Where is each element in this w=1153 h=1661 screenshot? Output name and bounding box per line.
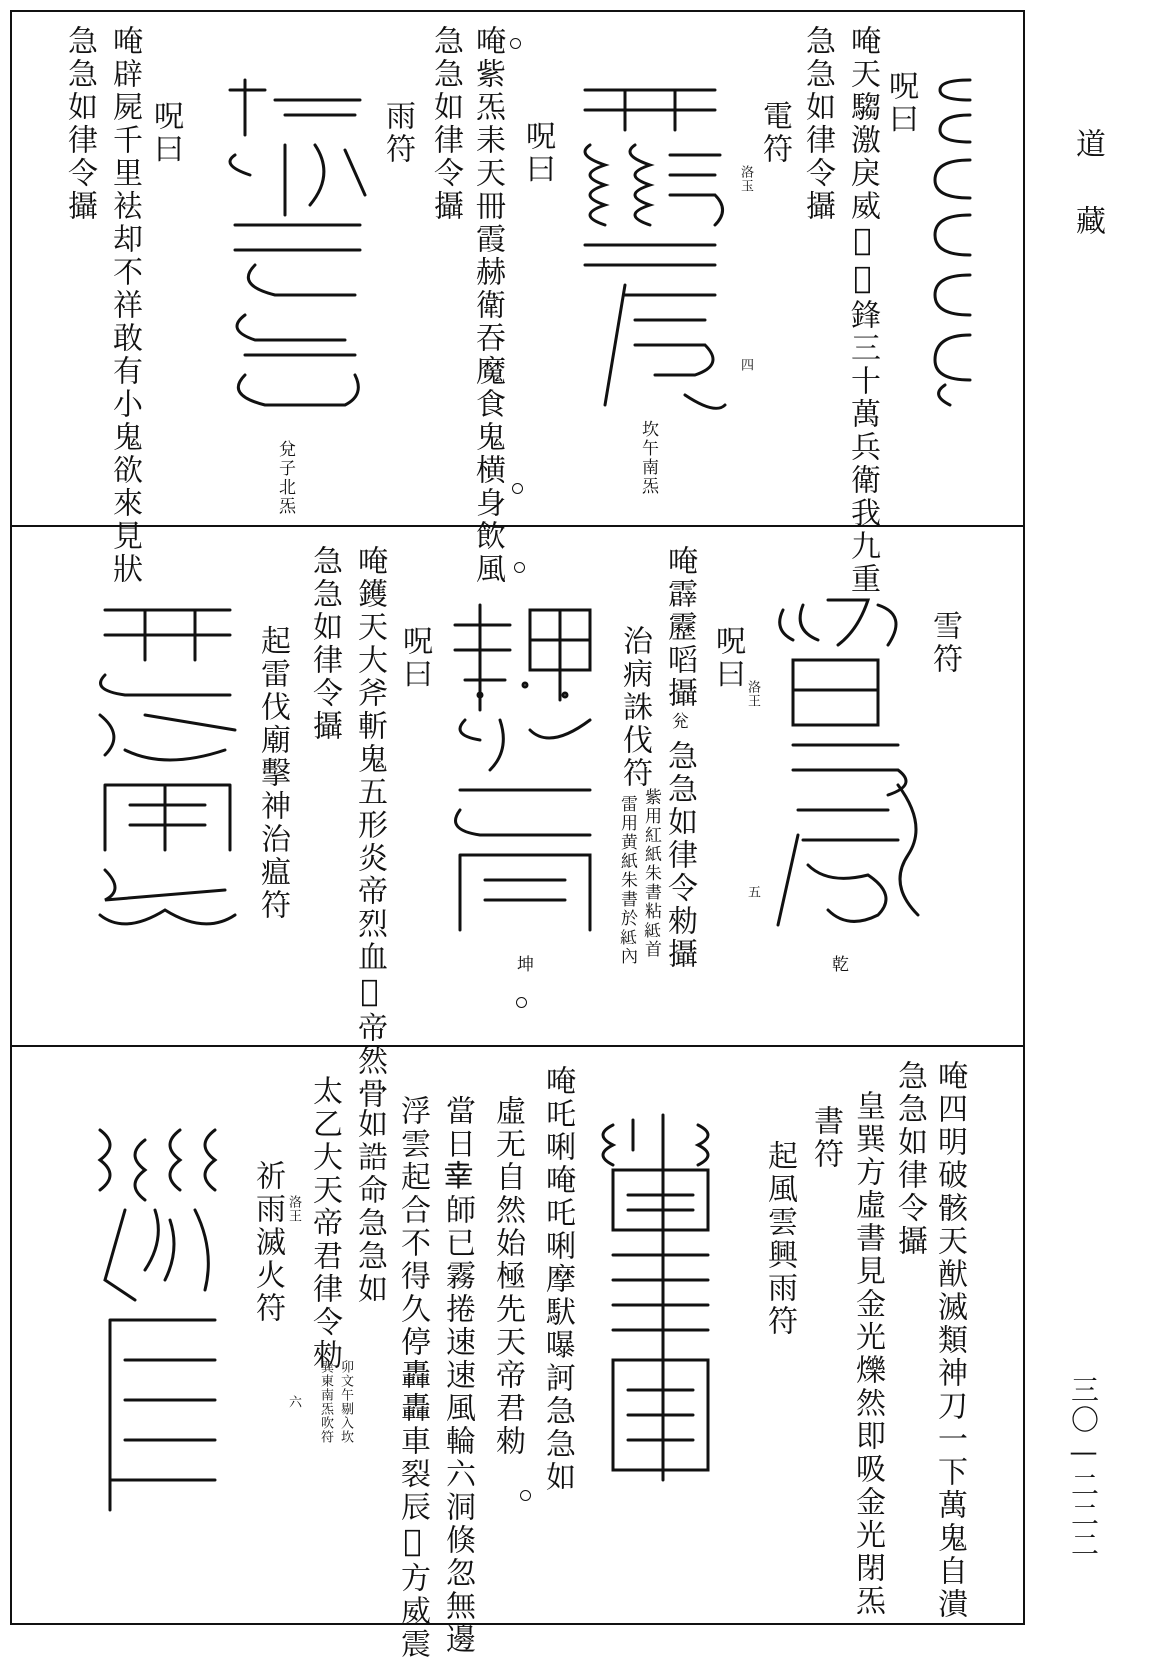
- p2-circle-mark-1: [514, 562, 525, 573]
- book-title: 道 藏: [1070, 128, 1105, 241]
- p1-note-3: 坎午南炁: [638, 420, 658, 496]
- p2-usage-note-1: 紫用紅紙朱書粘𥿄首: [641, 788, 661, 959]
- p3-chant-line-4: 浮雲起合不得久停轟轟車裂辰𡉥方威震: [395, 1095, 430, 1661]
- p2-circle-mark-2: [516, 997, 527, 1008]
- p2-note-1: 乾: [828, 955, 848, 974]
- p3-write-label: 書符: [808, 1105, 843, 1171]
- p1-talisman-title: 電符: [757, 100, 792, 166]
- p3-chant-line-5: 一如誥命急急如: [352, 1075, 387, 1306]
- p1-command-text: 急急如律令攝: [800, 25, 835, 223]
- p1-command-2-text: 急急如律令攝: [428, 25, 463, 223]
- p2-incantation-2-text: 唵鑊天大斧斬鬼五形炎帝烈血𡉥帝然骨: [352, 545, 387, 1111]
- p1-talisman-spiral-glyph: [925, 70, 985, 410]
- p2-note-2: 洛王: [745, 680, 760, 708]
- p3-circle-mark: [520, 1490, 531, 1501]
- p3-note-4: 六: [286, 1395, 301, 1409]
- p1-note-2: 四: [738, 358, 753, 372]
- p1-circle-mark-2: [512, 483, 523, 494]
- p1-incantation-2-label: 呪曰: [520, 120, 555, 186]
- p3-note-2: 巽東南炁吹符: [318, 1360, 333, 1444]
- p1-talisman-rain-glyph: [215, 75, 375, 420]
- p2-note-dui: 兊: [668, 712, 688, 731]
- p3-incantation-text: 唵四明破骸天猷滅類神刀一下萬鬼自潰: [932, 1060, 967, 1621]
- p2-talisman-thunder-glyph: [85, 590, 250, 940]
- p2-talisman-3-title: 起雷伐廟擊神治瘟符: [255, 625, 290, 922]
- p3-talisman-wind-glyph: [588, 1110, 728, 1490]
- p1-incantation-label: 呪曰: [883, 70, 918, 136]
- p1-circle-mark-1: [510, 38, 521, 49]
- p1-note-1: 洛玉: [738, 165, 753, 193]
- p2-talisman-snow-glyph: [768, 585, 933, 945]
- p2-command-2-text: 急急如律令攝: [307, 545, 342, 743]
- p2-command-text: 急急如律令勑攝: [662, 740, 697, 971]
- p3-chant-line-1: 唵吒唎唵吒唎摩䭾嚗訶急急如: [540, 1065, 575, 1494]
- p1-incantation-text: 唵天騶激戾威𡉥𣠭鋒三十萬兵衛我九重: [845, 25, 880, 596]
- p3-talisman-2-title: 祈雨滅火符: [250, 1160, 285, 1325]
- p2-usage-note-2: 雷用黄紙朱書於𥿄內: [617, 795, 637, 966]
- p1-incantation-3-label: 呪曰: [148, 100, 183, 166]
- p1-incantation-3-text: 唵辟屍千里袪却不祥敢有小鬼欲來見狀: [107, 25, 142, 586]
- p1-talisman-thunder-glyph: [565, 75, 735, 425]
- p3-chant-line-6: 太乙大天帝君律令勑: [307, 1075, 342, 1372]
- p2-talisman-2-title: 治病誅伐符: [617, 625, 652, 790]
- p2-incantation-2-label: 呪曰: [397, 625, 432, 691]
- p3-chant-line-3: 當日𦍒師已霧捲速速風輪六洞倏忽無邊: [440, 1095, 475, 1656]
- p3-talisman-title: 起風雲興雨符: [762, 1140, 797, 1338]
- p2-talisman-title: 雪符: [927, 610, 962, 676]
- p1-incantation-2-text: 唵紫炁耒天冊霞赫衛吞魔食鬼横身飲風: [470, 25, 505, 586]
- p2-incantation-text: 唵霹靂㗖攝: [662, 545, 697, 710]
- p3-instruction-text: 皇巽方虛書見金光爍然即吸金光閉炁: [850, 1090, 885, 1618]
- p2-note-3: 五: [745, 885, 760, 899]
- p2-talisman-healing-glyph: [440, 590, 605, 950]
- p2-incantation-label: 呪曰: [710, 625, 745, 691]
- p1-talisman-2-title: 雨符: [380, 100, 415, 166]
- p1-command-3-text: 急急如律令攝: [62, 25, 97, 223]
- p3-talisman-rain-glyph: [85, 1120, 235, 1520]
- p1-note-4: 兌子北炁: [275, 440, 295, 516]
- page-number: 三〇—二二二: [1067, 1375, 1100, 1560]
- panel-divider-2: [10, 1045, 1025, 1047]
- p3-command-text: 急急如律令攝: [892, 1060, 927, 1258]
- p3-note-3: 洛王: [286, 1195, 301, 1223]
- p2-note-kun: 坤: [513, 955, 533, 974]
- p3-note-1: 卯文午剔入坎: [338, 1360, 353, 1444]
- p3-chant-line-2: 虛无自然始極先天帝君勑: [490, 1095, 525, 1458]
